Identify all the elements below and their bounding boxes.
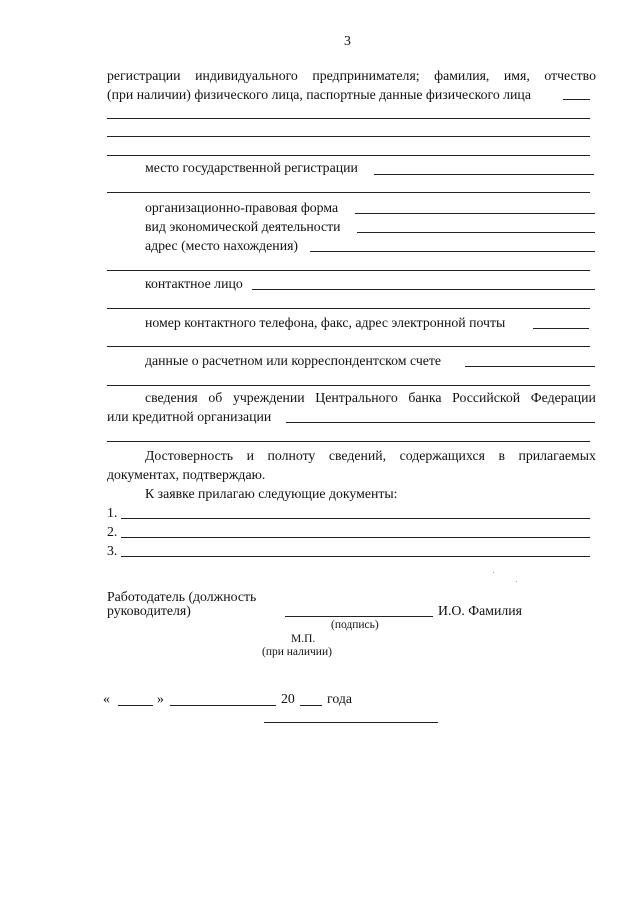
- bank-word: об: [208, 390, 223, 405]
- confirm-word: прилагаемых: [518, 448, 596, 463]
- account-field[interactable]: [465, 366, 595, 367]
- intro-line-2: (при наличии) физического лица, паспортные данные физического лица: [107, 87, 531, 102]
- phone-label: номер контактного телефона, факс, адрес электронной почты: [145, 315, 506, 330]
- confirm-line-1: [145, 448, 596, 464]
- activity-label: вид экономической деятельности: [145, 219, 341, 234]
- stamp-label: М.П.: [291, 633, 316, 645]
- intro-word: отчество: [544, 68, 596, 83]
- address-field[interactable]: [310, 251, 595, 252]
- confirm-word: Достоверность: [145, 448, 234, 463]
- confirm-word: сведений,: [328, 448, 387, 463]
- date-year-field[interactable]: [300, 705, 322, 706]
- fill-line[interactable]: [107, 385, 590, 386]
- bank-word: Центрального: [315, 390, 398, 405]
- registration-place-field[interactable]: [374, 174, 594, 175]
- bank-word: Российской: [452, 390, 521, 405]
- attachment-number: 2.: [107, 524, 118, 539]
- bank-word: учреждении: [232, 390, 305, 405]
- intro-word: индивидуального: [195, 68, 298, 83]
- confirm-line-2: документах, подтверждаю.: [107, 467, 266, 482]
- phone-field[interactable]: [533, 328, 589, 329]
- fill-line[interactable]: [107, 155, 590, 156]
- intro-word: фамилия,: [434, 68, 490, 83]
- fill-line[interactable]: [107, 270, 590, 271]
- date-close-quote: »: [157, 691, 164, 706]
- confirm-word: полноту: [267, 448, 316, 463]
- scan-speck: [493, 572, 494, 573]
- activity-field[interactable]: [357, 232, 595, 233]
- attachment-field[interactable]: [121, 518, 590, 519]
- bank-line-1: [145, 390, 596, 406]
- page-number: 3: [344, 33, 351, 48]
- confirm-word: содержащихся: [399, 448, 485, 463]
- confirm-word: и: [246, 448, 254, 463]
- date-open-quote: «: [103, 691, 110, 706]
- employer-label-line-2: руководителя): [107, 603, 191, 618]
- date-month-field[interactable]: [170, 705, 276, 706]
- fill-line[interactable]: [107, 136, 590, 137]
- legal-form-field[interactable]: [355, 213, 595, 214]
- contact-person-label: контактное лицо: [145, 276, 243, 291]
- bank-field[interactable]: [286, 422, 595, 423]
- attachment-number: 1.: [107, 505, 118, 520]
- intro-word: предпринимателя;: [312, 68, 420, 83]
- date-underline[interactable]: [264, 722, 438, 723]
- confirm-word: в: [498, 448, 505, 463]
- attachment-field[interactable]: [121, 556, 590, 557]
- bank-word: Федерации: [530, 390, 596, 405]
- signer-name: И.О. Фамилия: [438, 603, 523, 618]
- signature-caption: (подпись): [331, 619, 379, 631]
- date-year-suffix: года: [327, 691, 352, 706]
- fill-line[interactable]: [107, 441, 590, 442]
- fill-line[interactable]: [107, 192, 590, 193]
- fill-line[interactable]: [107, 308, 590, 309]
- scan-speck: [516, 581, 517, 582]
- bank-word: банка: [408, 390, 442, 405]
- address-label: адрес (место нахождения): [145, 238, 299, 253]
- attachment-field[interactable]: [121, 537, 590, 538]
- registration-place-label: место государственной регистрации: [145, 160, 358, 175]
- account-label: данные о расчетном или корреспондентском счете: [145, 353, 442, 368]
- fill-line[interactable]: [107, 346, 590, 347]
- attachment-number: 3.: [107, 543, 118, 558]
- legal-form-label: организационно-правовая форма: [145, 200, 339, 215]
- intro-word: регистрации: [107, 68, 181, 83]
- intro-line-1: [107, 68, 596, 84]
- intro-word: имя,: [503, 68, 530, 83]
- contact-person-field[interactable]: [252, 289, 595, 290]
- date-year-prefix: 20: [281, 691, 295, 706]
- fill-line[interactable]: [563, 99, 590, 100]
- fill-line[interactable]: [107, 118, 590, 119]
- stamp-note: (при наличии): [262, 646, 332, 658]
- bank-word: сведения: [145, 390, 198, 405]
- employer-label-line-1: Работодатель (должность: [107, 589, 257, 604]
- date-day-field[interactable]: [118, 705, 153, 706]
- attachments-intro: К заявке прилагаю следующие документы:: [145, 486, 398, 501]
- bank-line-2: или кредитной организации: [107, 409, 272, 424]
